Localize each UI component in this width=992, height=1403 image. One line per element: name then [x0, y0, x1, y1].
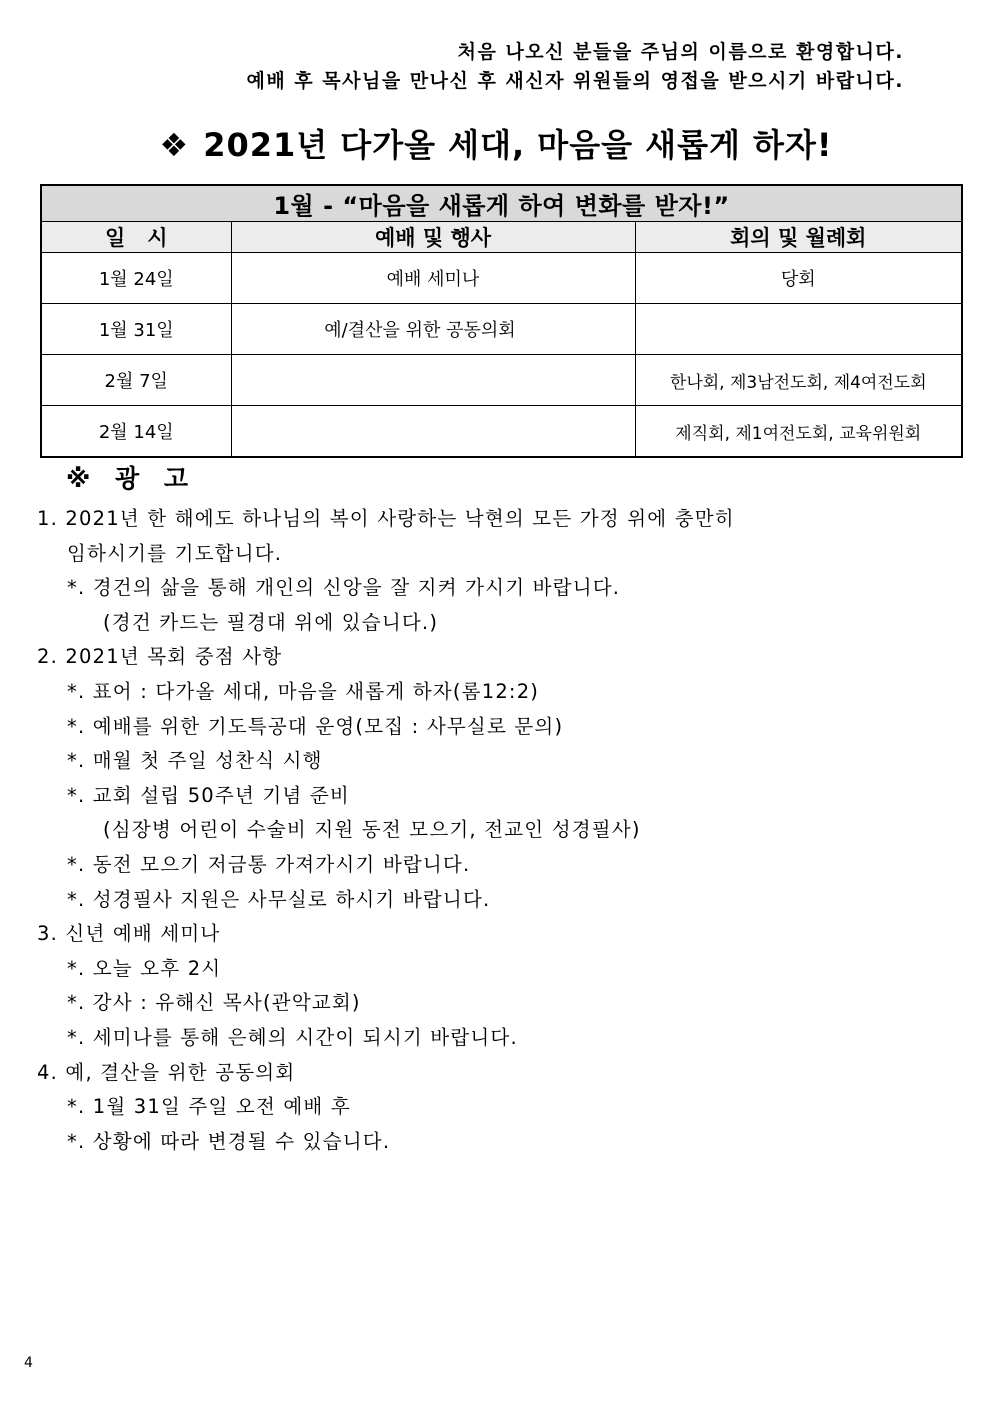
schedule-table — [40, 184, 963, 458]
notice-line: 3. 신년 예배 세미나 — [37, 922, 221, 946]
row-meeting: 한나회, 제3남전도회, 제4여전도회 — [635, 355, 962, 406]
month-theme: 1월 - “마음을 새롭게 하여 변화를 받자!” — [41, 185, 962, 222]
row-meeting: 제직회, 제1여전도회, 교육위원회 — [635, 406, 962, 458]
row-date: 1월 24일 — [41, 253, 231, 304]
notice-line: (심장병 어린이 수술비 지원 동전 모으기, 전교인 성경필사) — [103, 818, 641, 842]
notice-line: *. 동전 모으기 저금통 가져가시기 바랍니다. — [67, 852, 471, 876]
notice-line: *. 세미나를 통해 은혜의 시간이 되시기 바랍니다. — [67, 1025, 518, 1049]
notice-line: *. 오늘 오후 2시 — [67, 956, 222, 980]
notice-line: *. 표어 : 다가올 세대, 마음을 새롭게 하자(롬12:2) — [67, 679, 540, 703]
welcome-line-1: 처음 나오신 분들을 주님의 이름으로 환영합니다. — [457, 41, 904, 63]
diamond-bullet-icon: ❖ — [159, 126, 190, 164]
welcome-message — [246, 38, 904, 96]
table-header-row — [41, 222, 962, 253]
notice-line: *. 매월 첫 주일 성찬식 시행 — [67, 749, 323, 773]
row-event: 예배 세미나 — [231, 253, 635, 304]
row-meeting — [635, 304, 962, 355]
notice-line: *. 예배를 위한 기도특공대 운영(모집 : 사무실로 문의) — [67, 714, 564, 738]
notice-line: 4. 예, 결산을 위한 공동의회 — [37, 1060, 296, 1084]
notice-line: *. 상황에 따라 변경될 수 있습니다. — [67, 1129, 391, 1153]
row-event — [231, 355, 635, 406]
header-meeting: 회의 및 월례회 — [635, 222, 962, 253]
notice-line: (경건 카드는 필경대 위에 있습니다.) — [103, 610, 439, 634]
row-meeting: 당회 — [635, 253, 962, 304]
row-date: 2월 7일 — [41, 355, 231, 406]
row-event — [231, 406, 635, 458]
table-row — [41, 406, 962, 458]
notice-line: 임하시기를 기도합니다. — [67, 541, 283, 565]
welcome-line-2: 예배 후 목사님을 만나신 후 새신자 위원들의 영접을 받으시기 바랍니다. — [246, 70, 904, 92]
row-event: 예/결산을 위한 공동의회 — [231, 304, 635, 355]
notices-list — [37, 502, 735, 1159]
row-date: 2월 14일 — [41, 406, 231, 458]
notice-line: 2. 2021년 목회 중점 사항 — [37, 645, 283, 669]
page-title-text: 2021년 다가올 세대, 마음을 새롭게 하자! — [203, 126, 833, 164]
notice-line: *. 성경필사 지원은 사무실로 하시기 바랍니다. — [67, 887, 491, 911]
page-number: 4 — [24, 1355, 33, 1371]
table-row — [41, 304, 962, 355]
header-event: 예배 및 행사 — [231, 222, 635, 253]
row-date: 1월 31일 — [41, 304, 231, 355]
notice-line: *. 강사 : 유해신 목사(관악교회) — [67, 991, 361, 1015]
month-theme-row — [41, 185, 962, 222]
notice-line: *. 경건의 삶을 통해 개인의 신앙을 잘 지켜 가시기 바랍니다. — [67, 576, 621, 600]
header-date: 일 시 — [41, 222, 231, 253]
notices-header: ※ 광 고 — [66, 464, 197, 493]
table-row — [41, 253, 962, 304]
notice-line: *. 교회 설립 50주년 기념 준비 — [67, 783, 350, 807]
notice-line: 1. 2021년 한 해에도 하나님의 복이 사랑하는 낙현의 모든 가정 위에 충만히 — [37, 507, 735, 530]
notice-line: *. 1월 31일 주일 오전 예배 후 — [67, 1095, 351, 1119]
table-row — [41, 355, 962, 406]
page-title — [0, 120, 992, 166]
